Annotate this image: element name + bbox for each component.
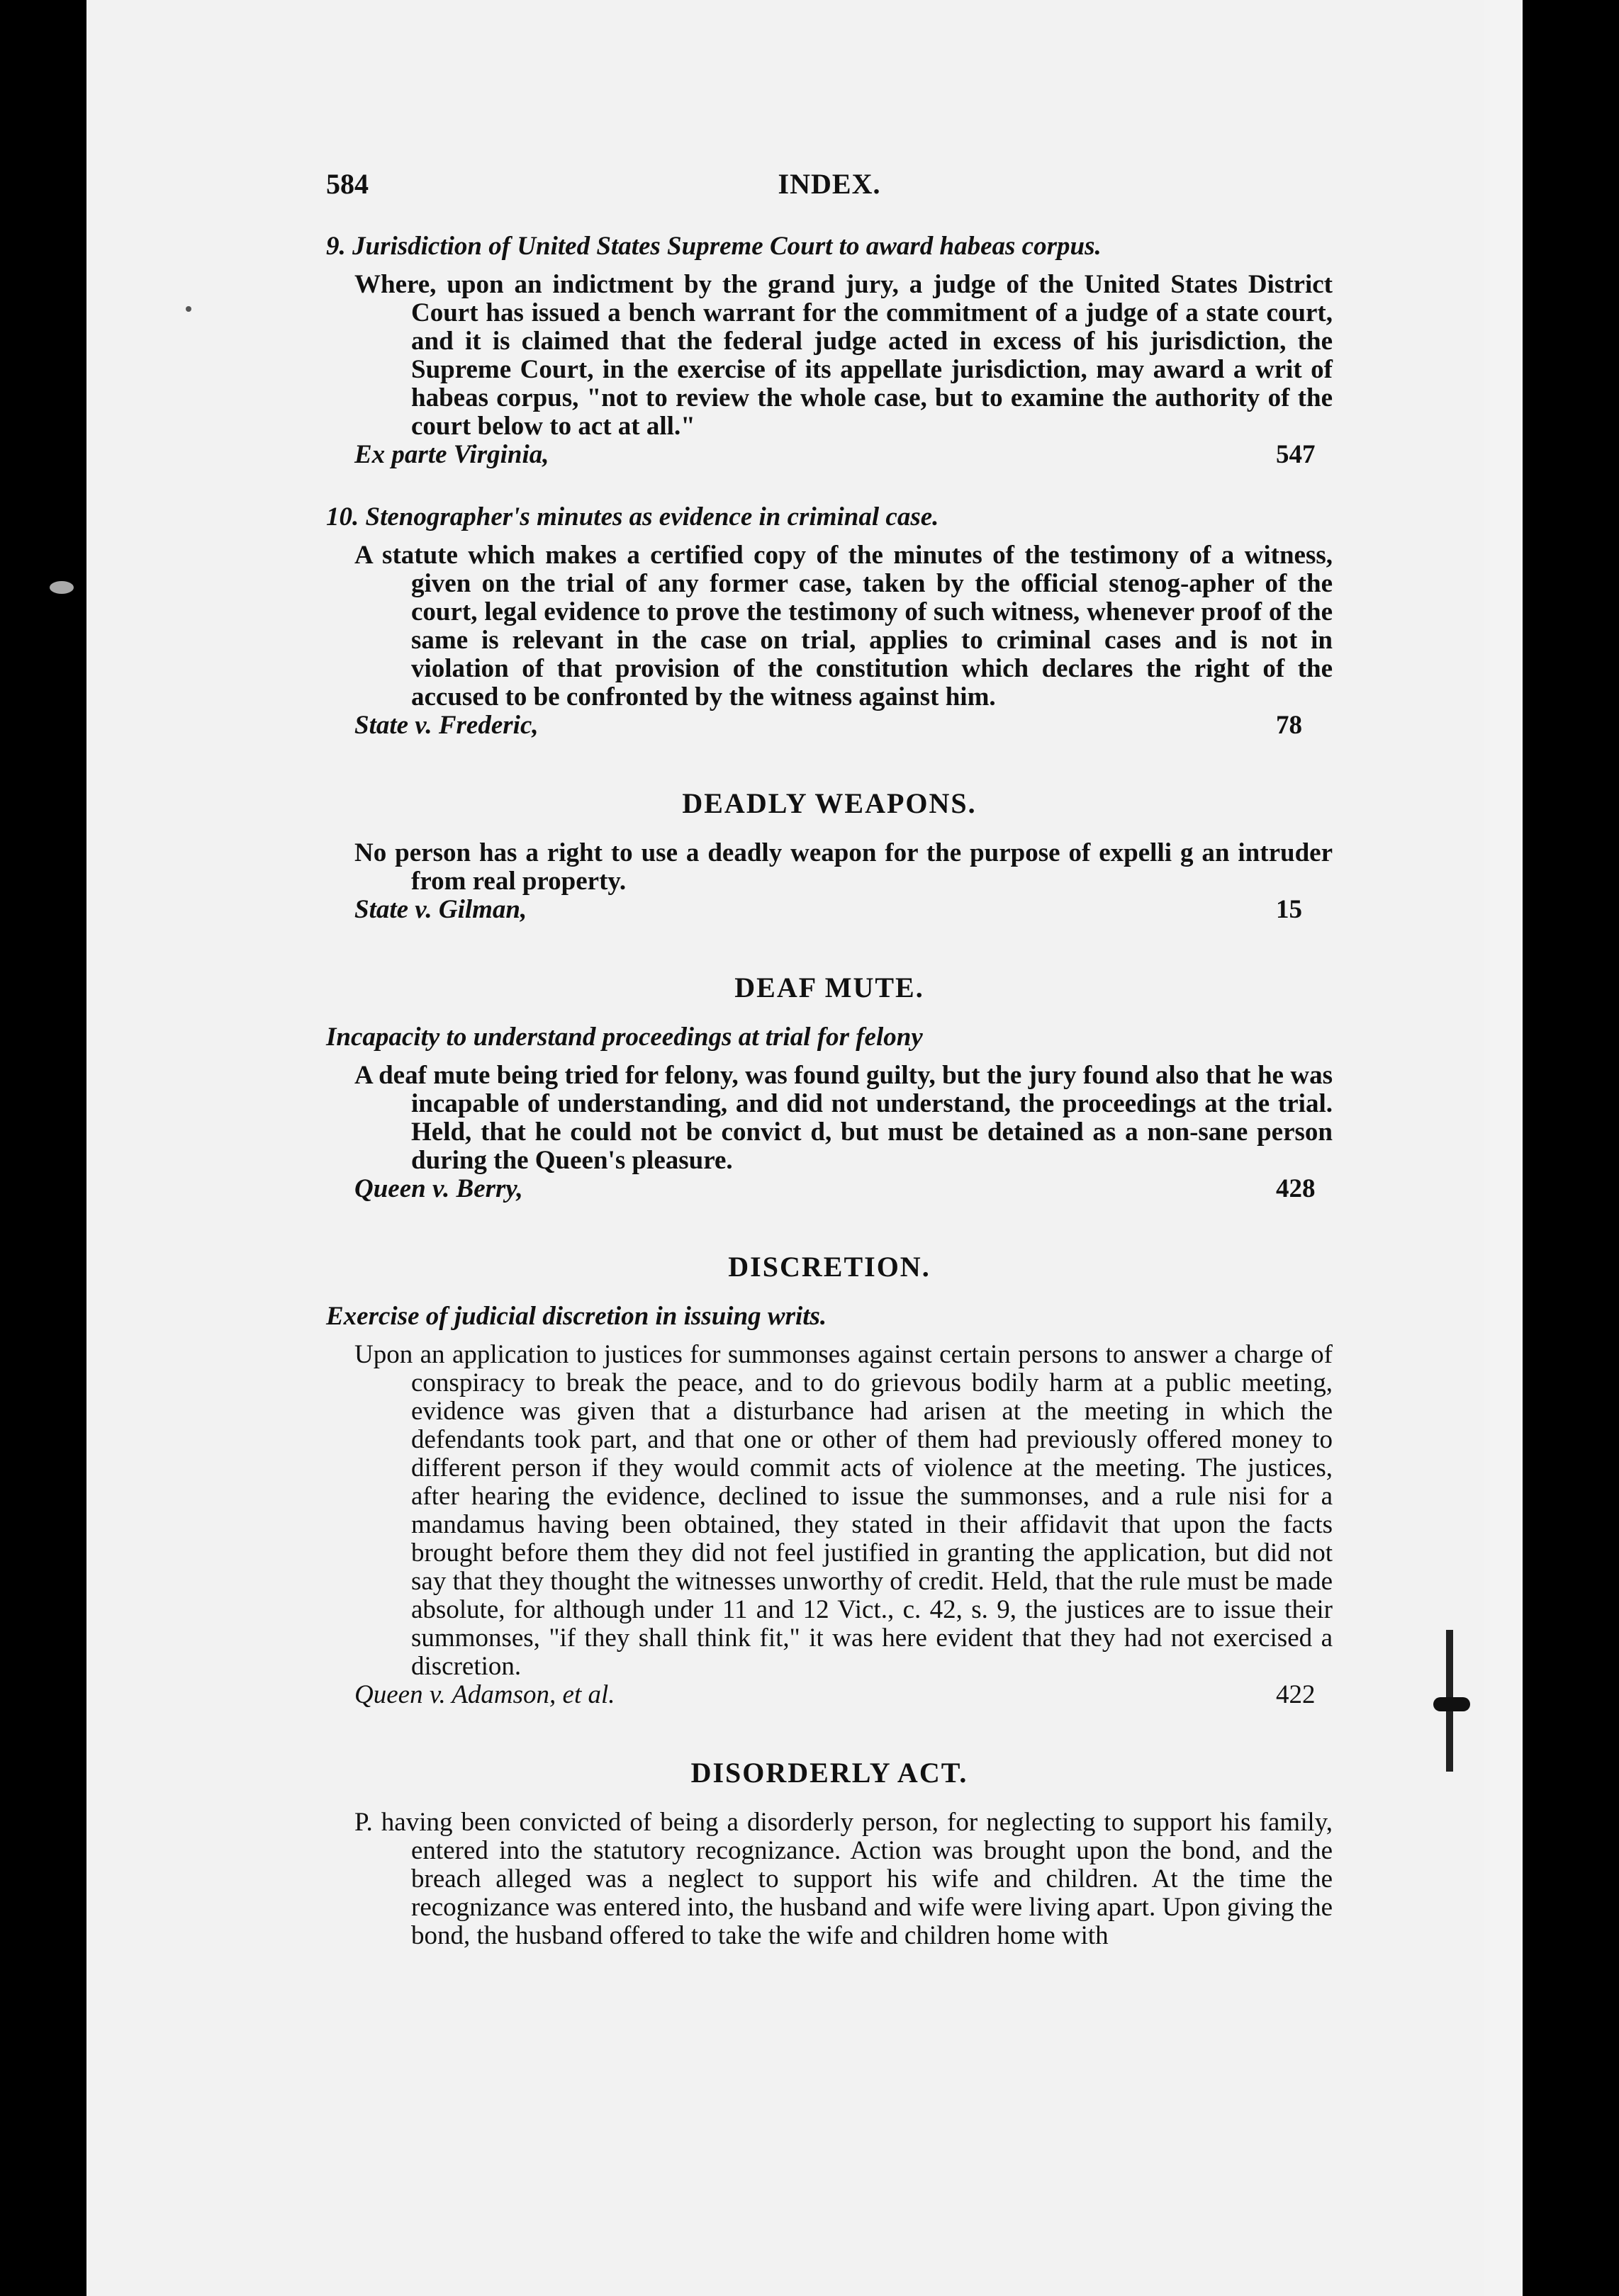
citation-line: Queen v. Adamson, et al. 422 — [354, 1680, 1316, 1709]
disorderly-act-text — [354, 1808, 1333, 1950]
entry-text: No person has a right to use a deadly weapon for the purpose of expelli g an intruder from real property. — [354, 838, 1333, 896]
citation-line: Ex parte Virginia, 547 — [354, 440, 1316, 469]
scan-speck — [50, 581, 74, 594]
discretion-subhead: Exercise of judicial discretion in issuing writs. — [326, 1302, 827, 1331]
citation: State v. Gilman, — [354, 895, 527, 924]
entry-10-title: 10. Stenographer's minutes as evidence in criminal case. — [326, 502, 939, 531]
running-head: INDEX. — [778, 168, 881, 200]
scan-speck — [186, 306, 191, 312]
entry-text: Upon an application to justices for summonses against certain persons to answer a charge of conspiracy to break the peace, and to do grievous bodily harm at a public meeting, evidence was given that a disturbance had arisen at the meeting in which the defendants took part, and that one or other of them had previously offered money to different person if they would commit acts of violence at the meeting. The justices, after hearing the evidence, declined to issue the summonses, and a rule nisi for a mandamus having been obtained, they stated in their affidavit that upon the facts brought before them they did not feel justified in granting the application, but did not say that they thought the witnesses unworthy of credit. Held, that the rule must be made absolute, for although under 11 and 12 Vict., c. 42, s. 9, the justices are to issue their summonses, "if they shall think fit," it was here evident that they had not exercised a discretion. — [354, 1340, 1333, 1681]
facing-page-edge — [1484, 0, 1523, 2296]
entry-text: A statute which makes a certified copy of the minutes of the testimony of a witness, given on the trial of any former case, taken by the official stenog-apher of the court, legal evidence to prove the testimony of such witness, whenever proof of the same is relevant in the case on trial, applies to criminal cases and is not in violation of that provision of the constitution which declares the right of the accused to be confronted by the witness against him. — [354, 541, 1333, 711]
page-header — [326, 170, 1333, 220]
heading-deaf-mute: DEAF MUTE. — [734, 972, 924, 1003]
heading-deadly-weapons: DEADLY WEAPONS. — [682, 787, 977, 819]
heading-disorderly-act: DISORDERLY ACT. — [690, 1757, 968, 1789]
heading-discretion: DISCRETION. — [728, 1251, 931, 1283]
citation: Queen v. Adamson, et al. — [354, 1680, 615, 1709]
index-page-content — [326, 170, 1333, 1950]
entry-text: A deaf mute being tried for felony, was found guilty, but the jury found also that he was incapable of understanding, and did not understand, the proceedings at the trial. Held, that he could not be convict d, but must be detained as a non-sane person during the Queen's pleasure. — [354, 1061, 1333, 1175]
entry-text: P. having been convicted of being a disorderly person, for neglecting to support his family, entered into the statutory recognizance. Action was brought upon the bond, and the breach alleged was a neglect to support his wife and children. At the time the recognizance was entered into, the husband and wife were living apart. Upon giving the bond, the husband offered to take the wife and children home with — [354, 1808, 1333, 1950]
deadly-weapons-text — [354, 839, 1333, 924]
binding-mark — [1433, 1697, 1470, 1711]
discretion-text — [354, 1341, 1333, 1709]
citation: Ex parte Virginia, — [354, 440, 549, 469]
entry-10-text — [354, 541, 1333, 740]
citation-line: State v. Gilman, 15 — [354, 895, 1302, 924]
citation: State v. Frederic, — [354, 711, 539, 740]
page-number: 584 — [326, 168, 369, 200]
deaf-mute-text — [354, 1062, 1333, 1203]
entry-text: Where, upon an indictment by the grand jury, a judge of the United States District Court has issued a bench warrant for the commitment of a judge of a state court, and it is claimed that the federal judge acted in excess of his jurisdiction, the Supreme Court, in the exercise of its appellate jurisdiction, may award a writ of habeas corpus, "not to review the whole case, but to examine the authority of the court below to act at all." — [354, 270, 1333, 441]
citation: Queen v. Berry, — [354, 1174, 523, 1203]
citation-line: State v. Frederic, 78 — [354, 711, 1302, 740]
entry-9-text — [354, 271, 1333, 469]
entry-9-title: 9. Jurisdiction of United States Supreme Court to award habeas corpus. — [326, 232, 1102, 261]
citation-line: Queen v. Berry, 428 — [354, 1174, 1316, 1203]
deaf-mute-subhead: Incapacity to understand proceedings at trial for felony — [326, 1023, 923, 1052]
